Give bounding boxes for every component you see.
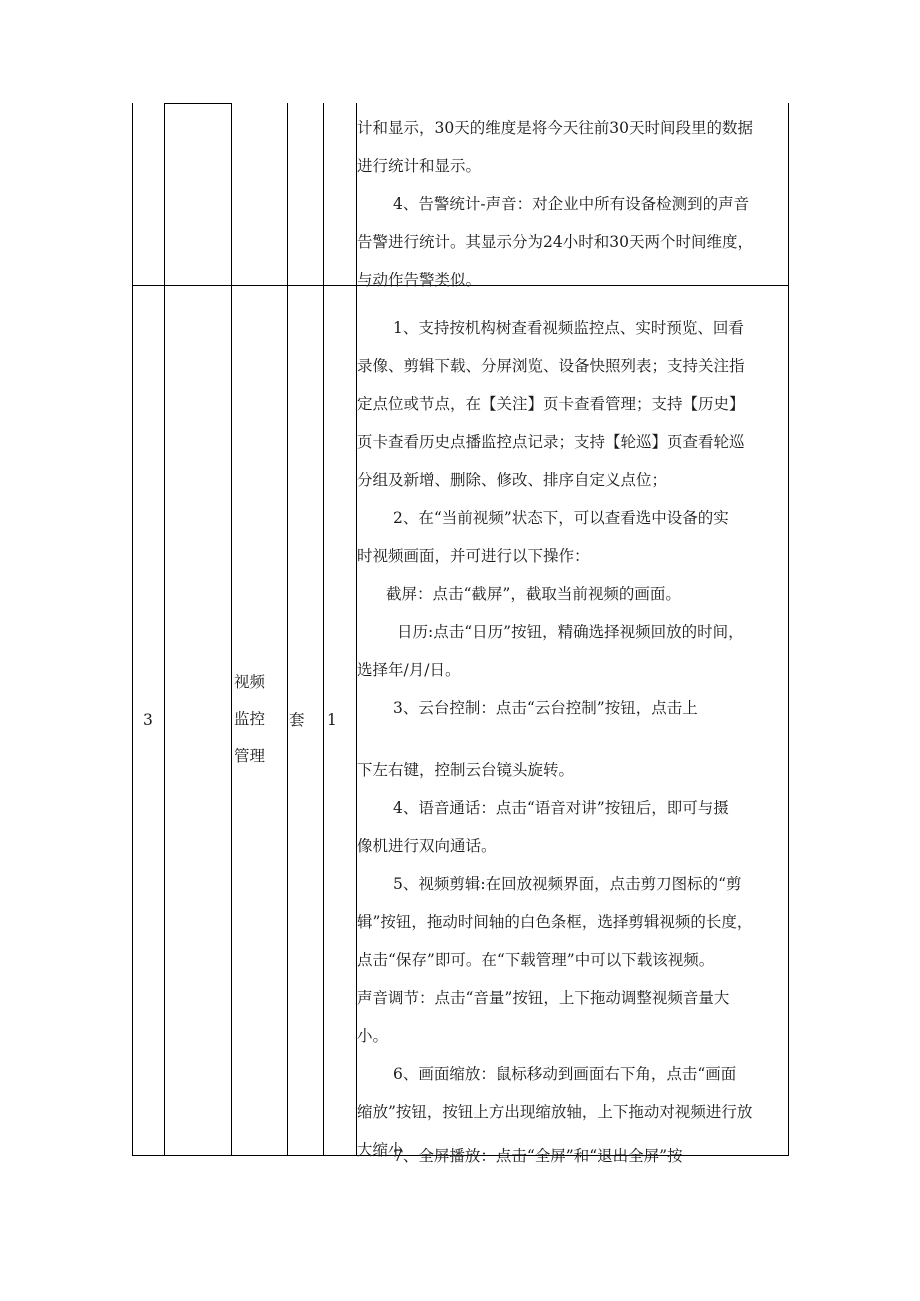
desc-line: 像机进行双向通话。 bbox=[357, 837, 497, 855]
item-name-line: 管理 bbox=[234, 747, 266, 765]
desc-line: 时视频画面，并可进行以下操作： bbox=[357, 547, 590, 565]
col-divider-1 bbox=[164, 103, 165, 1155]
desc-line: 1、支持按机构树查看视频监控点、实时预览、回看 bbox=[393, 319, 744, 337]
row-separator-partial bbox=[164, 103, 232, 104]
desc-line: 4、告警统计-声音：对企业中所有设备检测到的声音 bbox=[393, 195, 750, 213]
desc-line: 页卡查看历史点播监控点记录；支持【轮巡】页查看轮巡 bbox=[357, 433, 745, 451]
top-row-description bbox=[357, 109, 793, 299]
desc-line: 定点位或节点，在【关注】页卡查看管理；支持【历史】 bbox=[357, 395, 745, 413]
desc-line: 6、画面缩放：鼠标移动到画面右下角，点击“画面 bbox=[393, 1065, 737, 1083]
desc-line: 缩放”按钮，按钮上方出现缩放轴，上下拖动对视频进行放 bbox=[357, 1103, 753, 1121]
desc-line: 下左右键，控制云台镜头旋转。 bbox=[357, 761, 575, 779]
desc-line: 进行统计和显示。 bbox=[357, 157, 482, 175]
desc-line: 计和显示，30天的维度是将今天往前30天时间段里的数据 bbox=[357, 119, 753, 137]
desc-line: 录像、剪辑下载、分屏浏览、设备快照列表；支持关注指 bbox=[357, 357, 745, 375]
desc-line: 辑”按钮，拖动时间轴的白色条框，选择剪辑视频的长度， bbox=[357, 913, 753, 931]
unit: 套 bbox=[289, 711, 305, 729]
desc-line: 告警进行统计。其显示分为24小时和30天两个时间维度， bbox=[357, 233, 753, 251]
item-name-line: 视频 bbox=[234, 673, 266, 691]
main-row-description bbox=[357, 309, 793, 1169]
desc-line: 与动作告警类似。 bbox=[357, 271, 482, 289]
desc-line: 声音调节：点击“音量”按钮，上下拖动调整视频音量大 bbox=[357, 989, 730, 1007]
item-name bbox=[234, 664, 265, 775]
desc-line: 日历:点击“日历”按钮，精确选择视频回放的时间， bbox=[397, 623, 744, 641]
desc-line: 点击“保存”即可。在“下载管理”中可以下载该视频。 bbox=[357, 951, 715, 969]
row-index: 3 bbox=[143, 711, 153, 729]
desc-line: 截屏：点击“截屏”，截取当前视频的画面。 bbox=[386, 585, 681, 603]
cutoff-line: 7、全屏播放：点击“全屏”和“退出全屏”按 bbox=[393, 1147, 683, 1165]
desc-line: 2、在“当前视频”状态下，可以查看选中设备的实 bbox=[393, 509, 729, 527]
cutoff-line-container bbox=[357, 1137, 793, 1165]
quantity: 1 bbox=[327, 711, 337, 729]
desc-line: 选择年/月/日。 bbox=[357, 661, 461, 679]
col-divider-4 bbox=[323, 103, 324, 1155]
item-name-line: 监控 bbox=[234, 710, 266, 728]
desc-line: 5、视频剪辑:在回放视频界面，点击剪刀图标的“剪 bbox=[393, 875, 742, 893]
desc-line: 4、语音通话：点击“语音对讲”按钮后，即可与摄 bbox=[393, 799, 729, 817]
desc-line: 大缩小 bbox=[357, 1141, 404, 1159]
desc-line: 小。 bbox=[357, 1027, 389, 1045]
desc-line: 3、云台控制：点击“云台控制”按钮，点击上 bbox=[393, 699, 698, 717]
col-divider-2 bbox=[231, 103, 232, 1155]
col-divider-3 bbox=[287, 103, 288, 1155]
desc-line: 分组及新增、删除、修改、排序自定义点位； bbox=[357, 471, 668, 489]
table-border-left bbox=[132, 103, 133, 1155]
desc-line bbox=[357, 727, 793, 751]
